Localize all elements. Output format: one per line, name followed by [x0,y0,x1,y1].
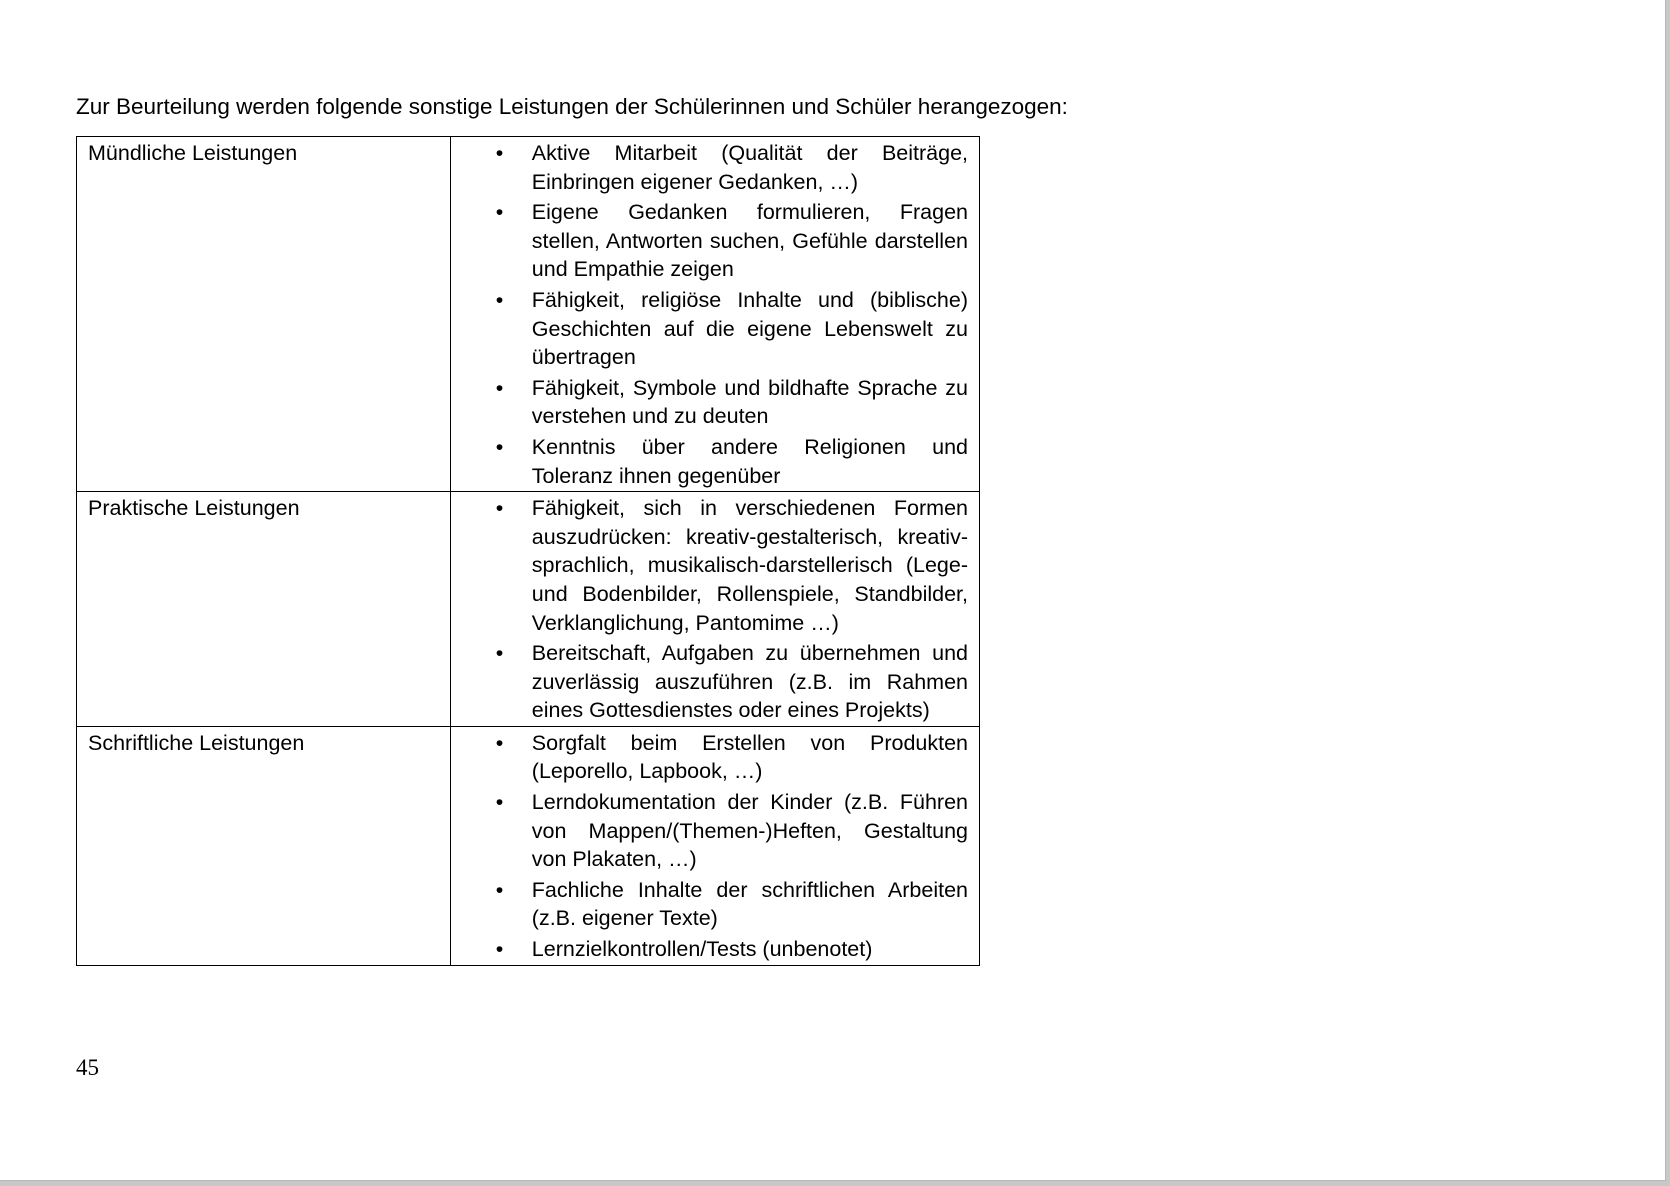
criteria-list [451,137,979,491]
intro-text: Zur Beurteilung werden folgende sonstige Leistungen der Schülerinnen und Schüler herangezogen: [76,94,1068,119]
table-row-oral [77,137,980,492]
criteria-item: • Bereitschaft, Aufgaben zu übernehmen und zuverlässig auszuführen (z.B. im Rahmen eines Gottesdienstes oder eines Projekts) [532,639,968,725]
table-row-written [77,726,980,965]
criteria-cell [450,137,979,492]
criteria-item: • Fachliche Inhalte der schriftlichen Arbeiten (z.B. eigener Texte) [532,876,968,933]
criteria-item: • Aktive Mitarbeit (Qualität der Beiträge, Einbringen eigener Gedanken, …) [532,139,968,196]
category-cell: Schriftliche Leistungen [77,726,451,965]
criteria-cell [450,492,979,727]
criteria-list [451,492,979,726]
assessment-table [76,136,980,966]
criteria-item: • Lerndokumentation der Kinder (z.B. Führen von Mappen/(Themen-)Heften, Gestaltung von Plakaten, …) [532,788,968,874]
category-cell: Praktische Leistungen [77,492,451,727]
category-cell: Mündliche Leistungen [77,137,451,492]
criteria-item: • Fähigkeit, Symbole und bildhafte Sprache zu verstehen und zu deuten [532,374,968,431]
criteria-list [451,727,979,965]
criteria-item: • Fähigkeit, sich in verschiedenen Formen auszudrücken: kreativ-gestalterisch, kreativ-sprachlich, musikalisch-darstellerisch (Lege- und Bodenbilder, Rollenspiele, Standbilder, Verklanglichung, Pantomime …) [532,494,968,637]
criteria-item: • Lernzielkontrollen/Tests (unbenotet) [532,935,968,964]
criteria-item: • Eigene Gedanken formulieren, Fragen stellen, Antworten suchen, Gefühle darstellen und Empathie zeigen [532,198,968,284]
criteria-cell [450,726,979,965]
page-number: 45 [76,1055,99,1080]
criteria-item: • Fähigkeit, religiöse Inhalte und (biblische) Geschichten auf die eigene Lebenswelt zu übertragen [532,286,968,372]
criteria-item: • Kenntnis über andere Religionen und Toleranz ihnen gegenüber [532,433,968,490]
criteria-item: • Sorgfalt beim Erstellen von Produkten (Leporello, Lapbook, …) [532,729,968,786]
table-row-practical [77,492,980,727]
